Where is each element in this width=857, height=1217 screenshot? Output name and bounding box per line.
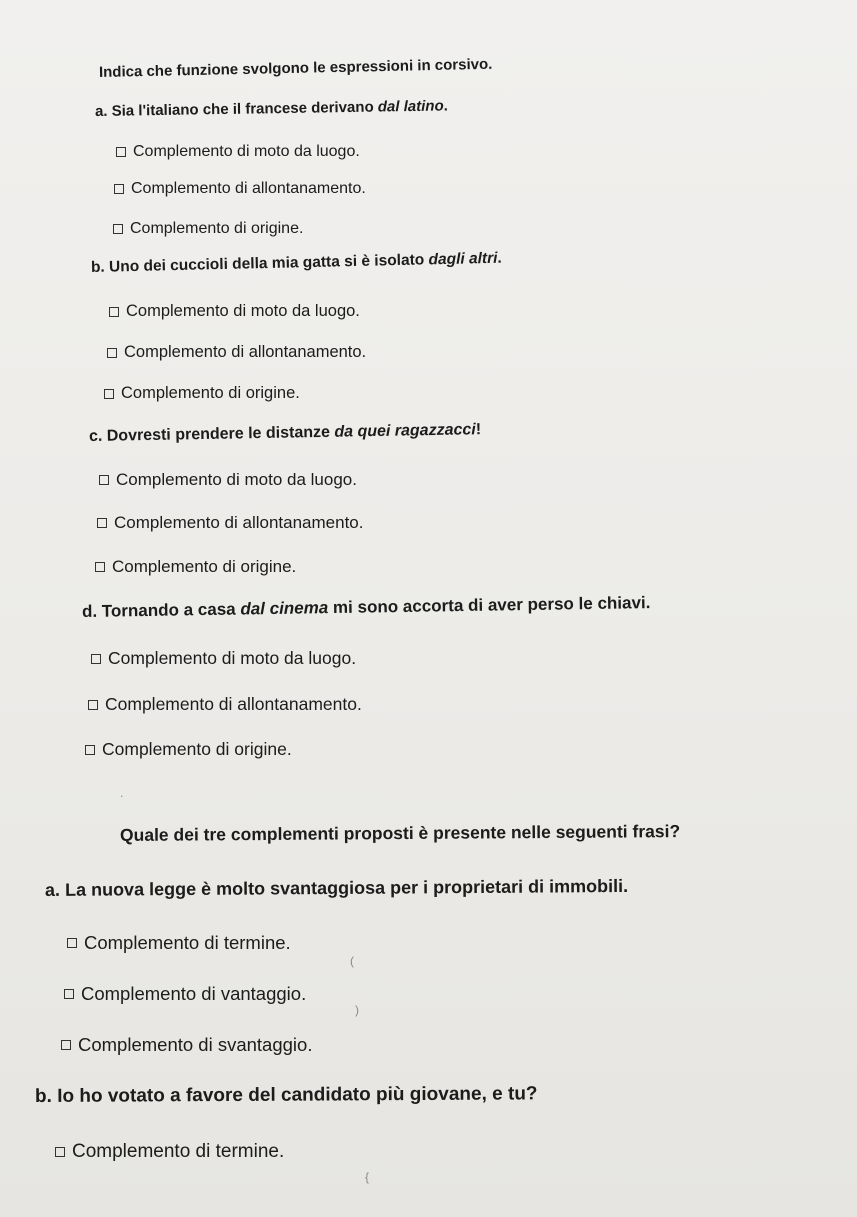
option-label: Complemento di origine. <box>121 384 300 402</box>
option-label: Complemento di vantaggio. <box>81 983 307 1004</box>
question-1c <box>89 421 481 446</box>
option-1b-3[interactable] <box>104 384 300 403</box>
option-label: Complemento di moto da luogo. <box>133 143 360 160</box>
pencil-mark: { <box>365 1170 370 1184</box>
option-label: Complemento di moto da luogo. <box>126 302 360 320</box>
question-text: La nuova legge è molto svantaggiosa per i proprietari di immobili. <box>64 875 629 900</box>
question-text: Tornando a casa <box>101 599 241 621</box>
option-1a-2[interactable] <box>114 180 366 198</box>
question-text-end: . <box>443 97 448 115</box>
question-text-end: . <box>497 249 502 267</box>
option-1a-1[interactable] <box>116 143 360 161</box>
pencil-mark: ) <box>355 1003 359 1017</box>
question-letter: b. <box>34 1085 52 1107</box>
option-1b-2[interactable] <box>107 343 366 362</box>
option-label: Complemento di origine. <box>130 220 304 237</box>
question-italic-expression: dal latino <box>377 97 444 116</box>
option-1c-1[interactable] <box>99 470 357 490</box>
section1-instruction: Indica che funzione svolgono le espressioni in corsivo. <box>98 55 493 81</box>
option-label: Complemento di moto da luogo. <box>116 470 357 489</box>
option-1c-2[interactable] <box>97 513 363 533</box>
checkbox-icon[interactable] <box>67 938 77 948</box>
question-italic-expression: dal cinema <box>240 598 329 619</box>
question-text: Sia l'italiano che il francese derivano <box>111 98 378 120</box>
checkbox-icon[interactable] <box>61 1040 71 1050</box>
option-label: Complemento di allontanamento. <box>105 694 362 714</box>
question-letter: c. <box>88 427 103 445</box>
question-1b <box>91 250 502 277</box>
question-text: Io ho votato a favore del candidato più giovane, e tu? <box>57 1083 538 1107</box>
question-letter: a. <box>44 879 61 900</box>
option-label: Complemento di allontanamento. <box>124 343 367 361</box>
option-label: Complemento di termine. <box>84 932 291 953</box>
checkbox-icon[interactable] <box>97 518 107 528</box>
checkbox-icon[interactable] <box>88 700 98 710</box>
option-label: Complemento di origine. <box>112 557 297 576</box>
checkbox-icon[interactable] <box>114 184 124 194</box>
option-2a-3[interactable] <box>61 1034 312 1056</box>
checkbox-icon[interactable] <box>113 224 123 234</box>
question-letter: d. <box>81 601 98 621</box>
question-letter: a. <box>94 102 108 120</box>
option-1d-3[interactable] <box>85 739 292 760</box>
option-2a-1[interactable] <box>67 932 291 954</box>
option-1a-3[interactable] <box>113 220 303 238</box>
checkbox-icon[interactable] <box>107 348 117 358</box>
pencil-dot: . <box>120 786 124 800</box>
question-letter: b. <box>90 258 105 276</box>
checkbox-icon[interactable] <box>91 654 101 664</box>
checkbox-icon[interactable] <box>95 562 105 572</box>
option-2a-2[interactable] <box>64 983 306 1005</box>
checkbox-icon[interactable] <box>104 389 114 399</box>
option-label: Complemento di origine. <box>102 739 292 759</box>
checkbox-icon[interactable] <box>99 475 109 485</box>
question-italic-expression: da quei ragazzacci <box>334 421 476 441</box>
option-label: Complemento di moto da luogo. <box>108 648 357 668</box>
option-1b-1[interactable] <box>109 302 360 321</box>
option-label: Complemento di allontanamento. <box>131 180 366 197</box>
option-2b-1[interactable] <box>55 1141 284 1163</box>
question-text-end: mi sono accorta di aver perso le chiavi. <box>328 593 651 618</box>
option-1c-3[interactable] <box>95 557 296 577</box>
section2-instruction: Quale dei tre complementi proposti è presente nelle seguenti frasi? <box>119 821 681 845</box>
question-1d <box>82 593 651 622</box>
option-label: Complemento di allontanamento. <box>114 513 364 532</box>
question-2b <box>35 1083 538 1108</box>
question-text-end: ! <box>475 421 482 439</box>
question-text: Uno dei cuccioli della mia gatta si è isolato <box>108 251 429 276</box>
option-label: Complemento di termine. <box>72 1141 285 1162</box>
pencil-mark: ( <box>350 954 354 968</box>
option-1d-1[interactable] <box>91 648 356 669</box>
option-1d-2[interactable] <box>88 694 362 715</box>
checkbox-icon[interactable] <box>64 989 74 999</box>
checkbox-icon[interactable] <box>109 307 119 317</box>
question-text: Dovresti prendere le distanze <box>106 423 335 445</box>
checkbox-icon[interactable] <box>116 147 126 157</box>
question-italic-expression: dagli altri <box>428 249 498 269</box>
checkbox-icon[interactable] <box>55 1147 65 1157</box>
question-2a <box>45 876 628 901</box>
option-label: Complemento di svantaggio. <box>78 1034 313 1055</box>
question-1a <box>95 97 448 120</box>
checkbox-icon[interactable] <box>85 745 95 755</box>
